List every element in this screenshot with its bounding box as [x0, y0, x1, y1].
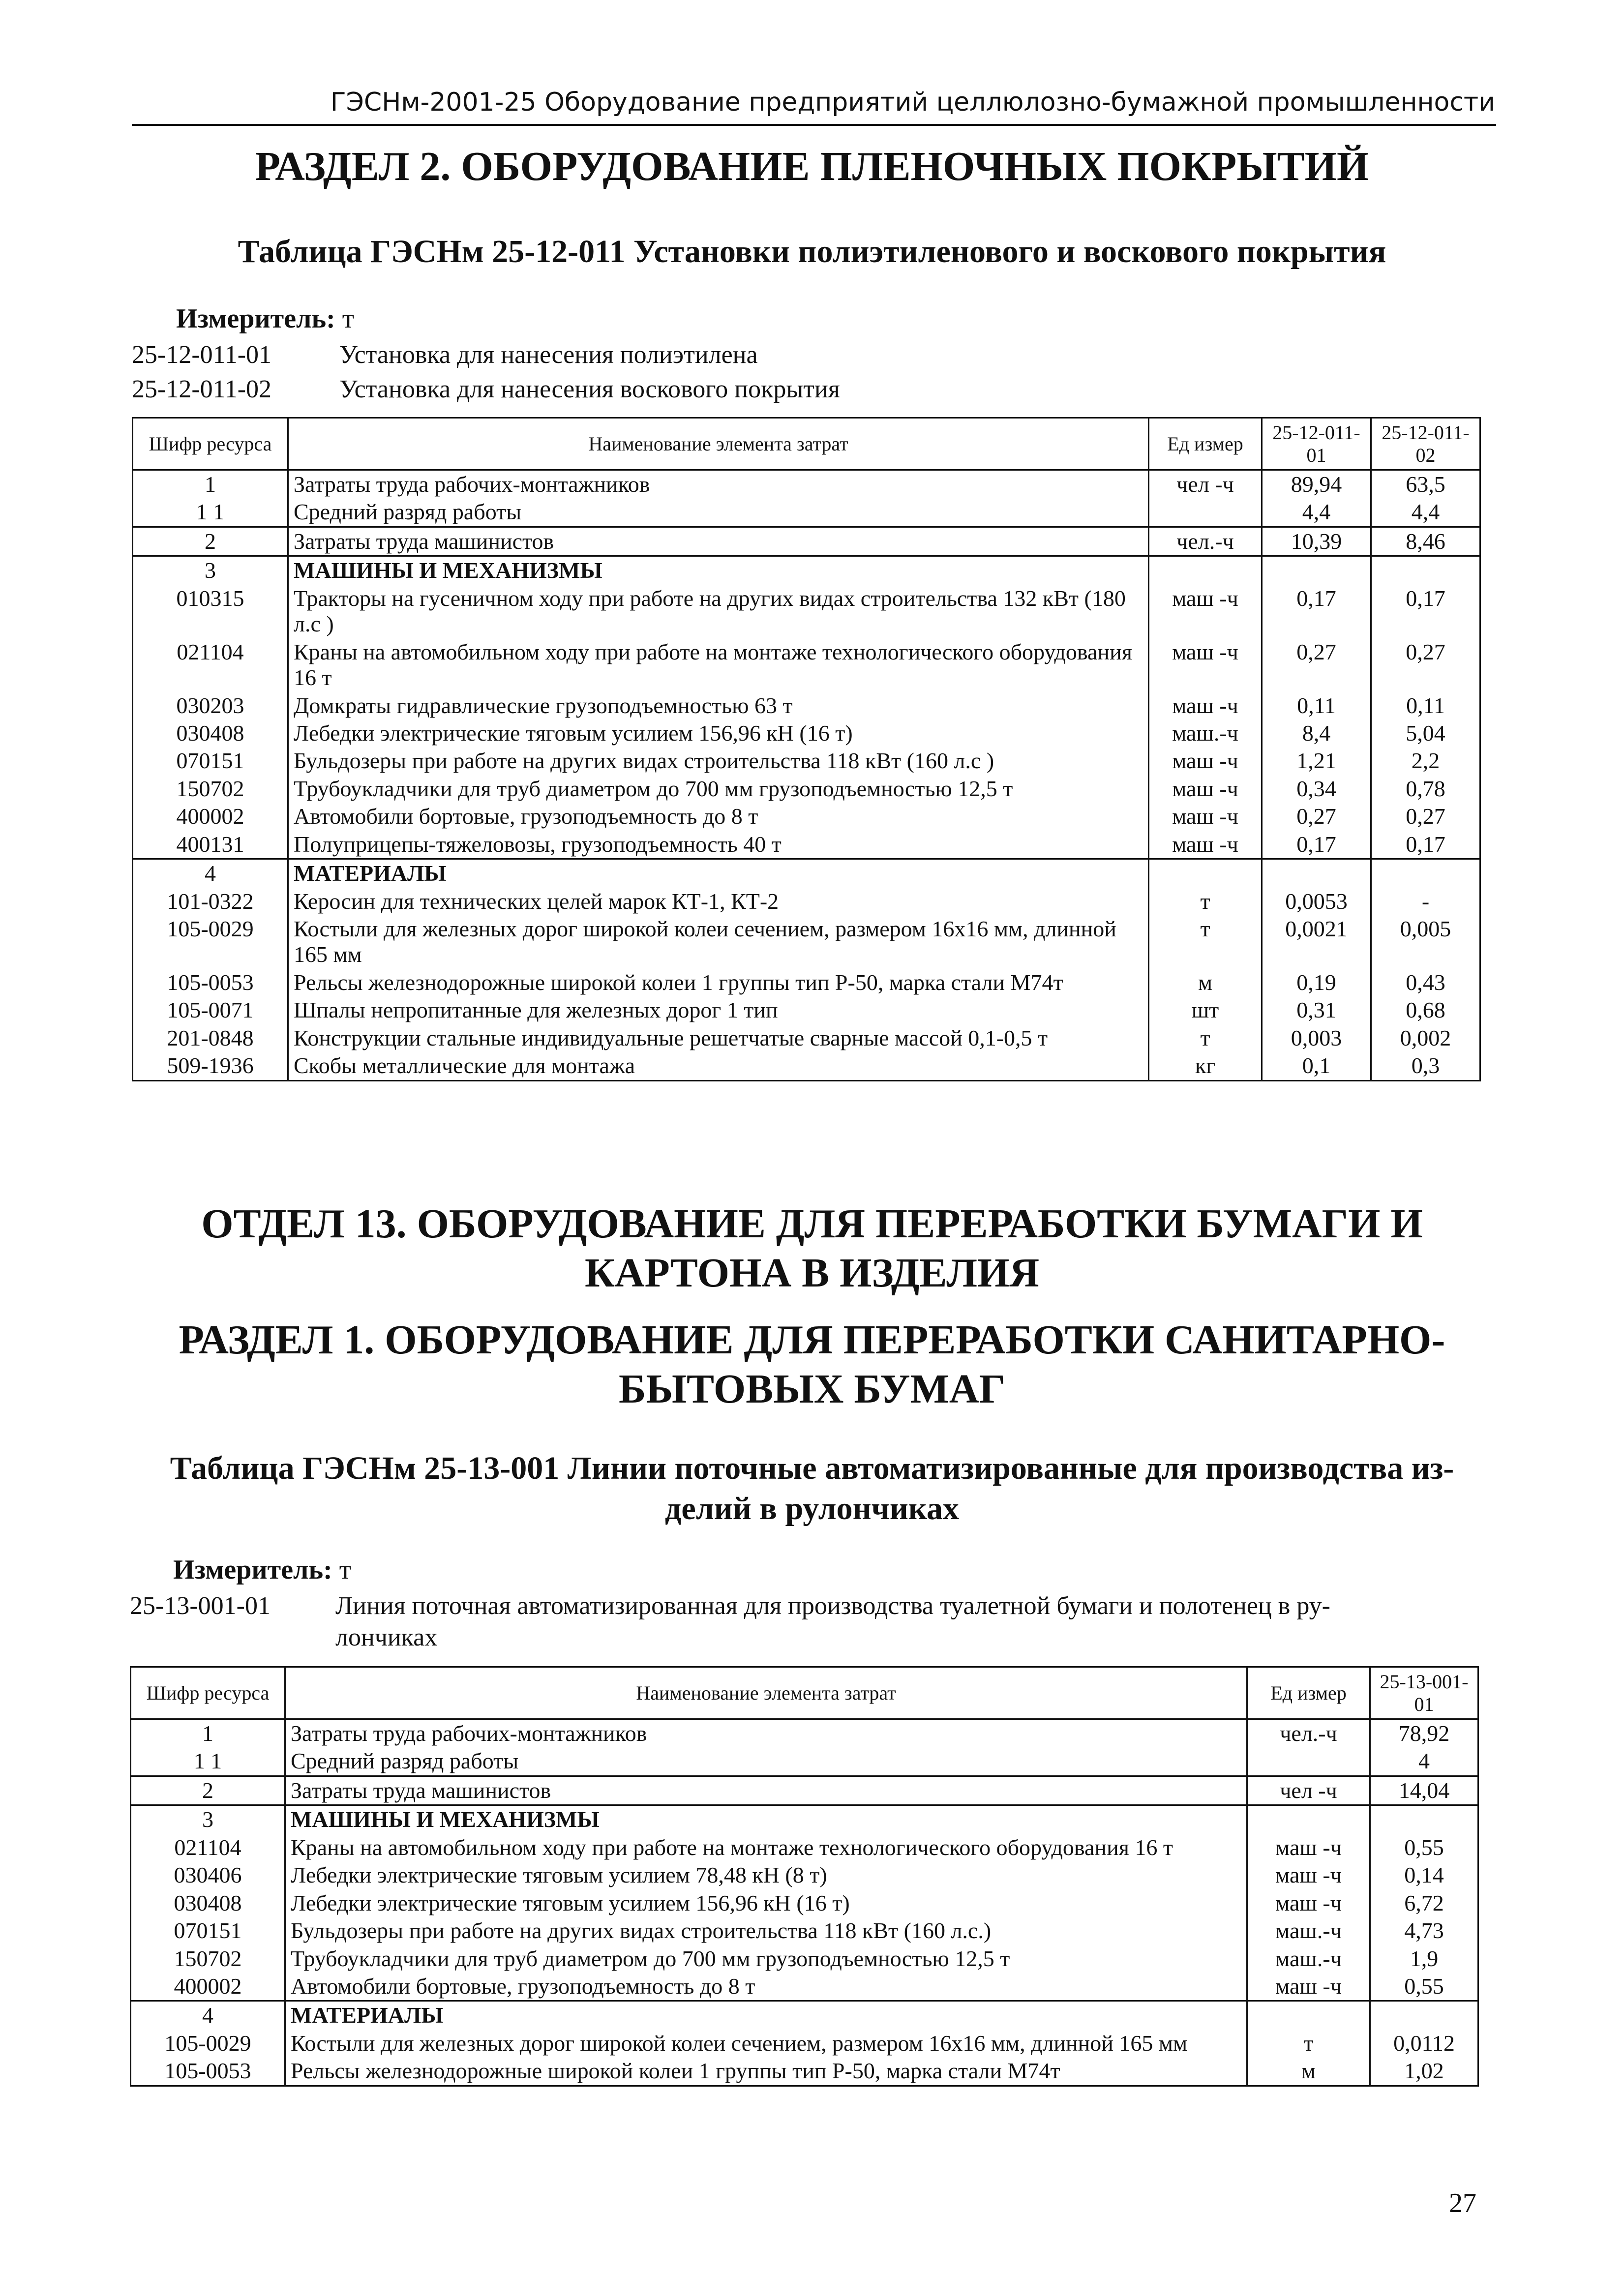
cell-norm-2: 0,11 — [1371, 692, 1480, 719]
col-header-name: Наименование элемента затрат — [285, 1667, 1247, 1719]
table-row — [131, 1889, 1478, 1917]
cell-norm-2: 0,43 — [1371, 969, 1480, 996]
cell-unit: маш -ч — [1149, 775, 1262, 803]
cell-code: 030406 — [131, 1861, 285, 1889]
cell-code: 070151 — [131, 1917, 285, 1945]
table-row — [133, 498, 1480, 527]
cell-name: Затраты труда машинистов — [288, 527, 1149, 556]
cell-unit — [1247, 2001, 1370, 2030]
col-header-code: Шифр ресурса — [131, 1667, 285, 1719]
cell-name: Конструкции стальные индивидуальные решетчатые сварные массой 0,1-0,5 т — [288, 1024, 1149, 1052]
cell-norm-2: 4,4 — [1371, 498, 1480, 527]
table-2-title-line-2: делий в рулончиках — [665, 1491, 959, 1526]
cell-name: Затраты труда рабочих-монтажников — [285, 1719, 1247, 1748]
cell-unit: маш.-ч — [1149, 719, 1262, 747]
cell-code: 101-0322 — [133, 888, 288, 915]
table-row — [133, 470, 1480, 499]
table-2-title-line-1: Таблица ГЭСНм 25-13-001 Линии поточные автоматизированные для производства из- — [170, 1450, 1454, 1486]
cell-code: 030408 — [133, 719, 288, 747]
cell-name: Краны на автомобильном ходу при работе на монтаже технологического оборудования 16 т — [288, 638, 1149, 692]
cell-unit: маш.-ч — [1247, 1917, 1370, 1945]
cell-unit — [1247, 1747, 1370, 1776]
cell-norm-1: 0,0021 — [1262, 915, 1371, 969]
table-1-desc-2: Установка для нанесения воскового покрытия — [339, 375, 840, 403]
cell-name: Краны на автомобильном ходу при работе на монтаже технологического оборудования 16 т — [285, 1834, 1247, 1861]
cell-norm-2: 0,3 — [1371, 1052, 1480, 1080]
cell-code: 2 — [133, 527, 288, 556]
cell-unit: чел -ч — [1247, 1776, 1370, 1805]
table-row — [131, 1834, 1478, 1861]
cell-code: 3 — [131, 1805, 285, 1834]
cell-name: Затраты труда машинистов — [285, 1776, 1247, 1805]
cell-code: 150702 — [131, 1945, 285, 1973]
table-row — [133, 719, 1480, 747]
table-1-code-2: 25-12-011-02 — [132, 375, 272, 403]
cell-norm-2: 0,68 — [1371, 996, 1480, 1024]
table-1-desc-1: Установка для нанесения полиэтилена — [339, 341, 758, 369]
cell-name: Рельсы железнодорожные широкой колеи 1 группы тип Р-50, марка стали М74т — [288, 969, 1149, 996]
cell-norm-2: 63,5 — [1371, 470, 1480, 499]
table-row — [133, 888, 1480, 915]
cell-unit: маш -ч — [1247, 1973, 1370, 2001]
col-header-norm-1: 25-13-001-01 — [1370, 1667, 1478, 1719]
cell-code: 1 1 — [131, 1747, 285, 1776]
cell-norm-1: 4,73 — [1370, 1917, 1478, 1945]
cell-code: 105-0071 — [133, 996, 288, 1024]
cell-name: Керосин для технических целей марок КТ-1, КТ-2 — [288, 888, 1149, 915]
cell-code: 400131 — [133, 831, 288, 859]
cell-name: Полуприцепы-тяжеловозы, грузоподъемность 40 т — [288, 831, 1149, 859]
cell-unit: маш.-ч — [1247, 1945, 1370, 1973]
cell-unit: маш -ч — [1247, 1861, 1370, 1889]
col-header-norm-1: 25-12-011-01 — [1262, 418, 1371, 470]
col-header-norm-2: 25-12-011-02 — [1371, 418, 1480, 470]
cell-name: МАТЕРИАЛЫ — [285, 2001, 1247, 2030]
cell-name: МАТЕРИАЛЫ — [288, 859, 1149, 888]
cell-norm-1: 0,1 — [1262, 1052, 1371, 1080]
table-row — [133, 692, 1480, 719]
cell-name: Лебедки электрические тяговым усилием 156,96 кН (16 т) — [288, 719, 1149, 747]
cell-norm-2: 8,46 — [1371, 527, 1480, 556]
meter-unit: т — [342, 303, 355, 334]
resource-table-1 — [132, 417, 1481, 1081]
cell-norm-2 — [1371, 556, 1480, 585]
cell-norm-2: 5,04 — [1371, 719, 1480, 747]
cell-norm-1: 0,0053 — [1262, 888, 1371, 915]
table-row — [133, 747, 1480, 775]
cell-unit: чел -ч — [1149, 470, 1262, 499]
cell-name: Автомобили бортовые, грузоподъемность до 8 т — [285, 1973, 1247, 2001]
table-row — [131, 1747, 1478, 1776]
cell-norm-1: 0,55 — [1370, 1834, 1478, 1861]
cell-unit — [1149, 556, 1262, 585]
cell-name: Трубоукладчики для труб диаметром до 700 мм грузоподъемностью 12,5 т — [288, 775, 1149, 803]
cell-norm-1: 78,92 — [1370, 1719, 1478, 1748]
cell-unit: т — [1149, 888, 1262, 915]
cell-norm-1 — [1370, 2001, 1478, 2030]
section-1-title-line-1: РАЗДЕЛ 1. ОБОРУДОВАНИЕ ДЛЯ ПЕРЕРАБОТКИ САНИТАРНО- — [179, 1317, 1445, 1363]
cell-code: 021104 — [133, 638, 288, 692]
cell-name: Бульдозеры при работе на других видах строительства 118 кВт (160 л.с ) — [288, 747, 1149, 775]
running-header: ГЭСНм-2001-25 Оборудование предприятий целлюлозно-бумажной промышленности — [330, 88, 1495, 117]
table-row — [133, 556, 1480, 585]
table-row — [131, 1945, 1478, 1973]
table-row — [133, 775, 1480, 803]
table-row — [131, 2057, 1478, 2086]
table-row — [131, 1719, 1478, 1748]
col-header-code: Шифр ресурса — [133, 418, 288, 470]
cell-unit: маш -ч — [1149, 747, 1262, 775]
table-row — [133, 969, 1480, 996]
cell-norm-1 — [1262, 556, 1371, 585]
resource-table-2 — [130, 1666, 1479, 2087]
cell-norm-1: 0,19 — [1262, 969, 1371, 996]
cell-norm-2: 0,17 — [1371, 831, 1480, 859]
cell-code: 400002 — [131, 1973, 285, 2001]
cell-unit — [1149, 498, 1262, 527]
cell-unit: чел.-ч — [1149, 527, 1262, 556]
cell-norm-1: 0,11 — [1262, 692, 1371, 719]
cell-name: Средний разряд работы — [288, 498, 1149, 527]
cell-code: 3 — [133, 556, 288, 585]
table-row — [131, 1861, 1478, 1889]
table-row — [133, 915, 1480, 969]
department-13-title-line-2: КАРТОНА В ИЗДЕЛИЯ — [584, 1250, 1040, 1296]
table-row — [133, 859, 1480, 888]
col-header-name: Наименование элемента затрат — [288, 418, 1149, 470]
cell-norm-1 — [1370, 1805, 1478, 1834]
cell-name: Бульдозеры при работе на других видах строительства 118 кВт (160 л.с.) — [285, 1917, 1247, 1945]
cell-norm-1: 0,27 — [1262, 638, 1371, 692]
cell-name: Рельсы железнодорожные широкой колеи 1 группы тип Р-50, марка стали М74т — [285, 2057, 1247, 2086]
section-1-title-line-2: БЫТОВЫХ БУМАГ — [618, 1366, 1006, 1412]
cell-name: Тракторы на гусеничном ходу при работе на других видах строительства 132 кВт (180 л.с ) — [288, 585, 1149, 638]
cell-norm-1: 1,9 — [1370, 1945, 1478, 1973]
cell-norm-1: 0,0112 — [1370, 2030, 1478, 2057]
table-row — [133, 1052, 1480, 1080]
table-1-meter — [176, 303, 354, 334]
cell-norm-1 — [1262, 859, 1371, 888]
meter-label: Измеритель: — [176, 303, 335, 334]
cell-code: 1 — [133, 470, 288, 499]
cell-code: 105-0029 — [131, 2030, 285, 2057]
cell-norm-2: 0,005 — [1371, 915, 1480, 969]
cell-norm-1: 10,39 — [1262, 527, 1371, 556]
table-row — [133, 1024, 1480, 1052]
cell-unit: маш -ч — [1149, 638, 1262, 692]
cell-norm-2: 0,002 — [1371, 1024, 1480, 1052]
cell-name: Костыли для железных дорог широкой колеи сечением, размером 16x16 мм, длинной 165 мм — [288, 915, 1149, 969]
cell-code: 105-0029 — [133, 915, 288, 969]
cell-code: 150702 — [133, 775, 288, 803]
cell-unit: маш -ч — [1149, 803, 1262, 830]
cell-norm-1: 1,21 — [1262, 747, 1371, 775]
cell-norm-1: 89,94 — [1262, 470, 1371, 499]
cell-unit: маш -ч — [1149, 692, 1262, 719]
col-header-unit: Ед измер — [1247, 1667, 1370, 1719]
table-row — [133, 638, 1480, 692]
table-row — [131, 2001, 1478, 2030]
cell-unit: чел.-ч — [1247, 1719, 1370, 1748]
table-2-desc-line-1: Линия поточная автоматизированная для производства туалетной бумаги и полотенец в ру- — [335, 1592, 1330, 1620]
table-2-code: 25-13-001-01 — [130, 1592, 271, 1620]
cell-norm-1: 0,27 — [1262, 803, 1371, 830]
cell-unit: маш -ч — [1149, 585, 1262, 638]
table-row — [133, 996, 1480, 1024]
table-row — [133, 527, 1480, 556]
cell-code: 105-0053 — [133, 969, 288, 996]
cell-code: 4 — [133, 859, 288, 888]
cell-norm-2: 0,17 — [1371, 585, 1480, 638]
header-rule — [132, 124, 1496, 126]
cell-norm-1: 6,72 — [1370, 1889, 1478, 1917]
table-row — [131, 2030, 1478, 2057]
cell-code: 2 — [131, 1776, 285, 1805]
cell-name: Трубоукладчики для труб диаметром до 700 мм грузоподъемностью 12,5 т — [285, 1945, 1247, 1973]
table-1-title: Таблица ГЭСНм 25-12-011 Установки полиэтиленового и воскового покрытия — [238, 234, 1386, 269]
table-2-meter — [173, 1554, 351, 1586]
cell-name: МАШИНЫ И МЕХАНИЗМЫ — [288, 556, 1149, 585]
cell-code: 010315 — [133, 585, 288, 638]
cell-unit — [1247, 1805, 1370, 1834]
cell-unit: кг — [1149, 1052, 1262, 1080]
cell-norm-1: 1,02 — [1370, 2057, 1478, 2086]
cell-name: Домкраты гидравлические грузоподъемностью 63 т — [288, 692, 1149, 719]
table-row — [131, 1973, 1478, 2001]
meter-label: Измеритель: — [173, 1555, 332, 1585]
cell-code: 021104 — [131, 1834, 285, 1861]
cell-code: 070151 — [133, 747, 288, 775]
table-2-desc-line-2: лончиках — [335, 1623, 438, 1651]
cell-norm-1: 0,55 — [1370, 1973, 1478, 2001]
cell-name: Шпалы непропитанные для железных дорог 1 тип — [288, 996, 1149, 1024]
cell-unit: маш -ч — [1247, 1889, 1370, 1917]
cell-norm-2: - — [1371, 888, 1480, 915]
cell-name: Лебедки электрические тяговым усилием 156,96 кН (16 т) — [285, 1889, 1247, 1917]
cell-unit: т — [1149, 915, 1262, 969]
cell-code: 1 — [131, 1719, 285, 1748]
cell-norm-1: 4 — [1370, 1747, 1478, 1776]
cell-code: 509-1936 — [133, 1052, 288, 1080]
cell-unit — [1149, 859, 1262, 888]
cell-norm-1: 0,17 — [1262, 585, 1371, 638]
cell-norm-1: 14,04 — [1370, 1776, 1478, 1805]
col-header-unit: Ед измер — [1149, 418, 1262, 470]
department-13-title-line-1: ОТДЕЛ 13. ОБОРУДОВАНИЕ ДЛЯ ПЕРЕРАБОТКИ БУМАГИ И — [201, 1201, 1423, 1247]
table-row — [133, 585, 1480, 638]
cell-unit: шт — [1149, 996, 1262, 1024]
cell-code: 030408 — [131, 1889, 285, 1917]
cell-code: 1 1 — [133, 498, 288, 527]
cell-norm-1: 4,4 — [1262, 498, 1371, 527]
cell-name: Скобы металлические для монтажа — [288, 1052, 1149, 1080]
cell-code: 030203 — [133, 692, 288, 719]
cell-name: Автомобили бортовые, грузоподъемность до 8 т — [288, 803, 1149, 830]
cell-norm-2: 0,27 — [1371, 638, 1480, 692]
cell-unit: м — [1149, 969, 1262, 996]
table-row — [131, 1776, 1478, 1805]
cell-norm-2: 2,2 — [1371, 747, 1480, 775]
cell-norm-2 — [1371, 859, 1480, 888]
cell-code: 400002 — [133, 803, 288, 830]
cell-code: 201-0848 — [133, 1024, 288, 1052]
cell-name: МАШИНЫ И МЕХАНИЗМЫ — [285, 1805, 1247, 1834]
cell-name: Костыли для железных дорог широкой колеи сечением, размером 16x16 мм, длинной 165 мм — [285, 2030, 1247, 2057]
page-number: 27 — [1449, 2188, 1476, 2218]
table-1-code-1: 25-12-011-01 — [132, 341, 272, 369]
cell-unit: т — [1149, 1024, 1262, 1052]
cell-code: 4 — [131, 2001, 285, 2030]
section-2-title: РАЗДЕЛ 2. ОБОРУДОВАНИЕ ПЛЕНОЧНЫХ ПОКРЫТИЙ — [255, 144, 1369, 189]
cell-unit: м — [1247, 2057, 1370, 2086]
cell-name: Средний разряд работы — [285, 1747, 1247, 1776]
cell-unit: маш -ч — [1247, 1834, 1370, 1861]
table-row — [133, 831, 1480, 859]
table-row — [133, 803, 1480, 830]
meter-unit: т — [339, 1555, 352, 1585]
cell-name: Затраты труда рабочих-монтажников — [288, 470, 1149, 499]
table-row — [131, 1805, 1478, 1834]
cell-name: Лебедки электрические тяговым усилием 78,48 кН (8 т) — [285, 1861, 1247, 1889]
cell-norm-1: 0,17 — [1262, 831, 1371, 859]
cell-norm-2: 0,78 — [1371, 775, 1480, 803]
cell-norm-1: 0,003 — [1262, 1024, 1371, 1052]
cell-code: 105-0053 — [131, 2057, 285, 2086]
cell-unit: маш -ч — [1149, 831, 1262, 859]
cell-norm-1: 8,4 — [1262, 719, 1371, 747]
table-row — [131, 1917, 1478, 1945]
cell-norm-1: 0,34 — [1262, 775, 1371, 803]
cell-norm-1: 0,31 — [1262, 996, 1371, 1024]
cell-unit: т — [1247, 2030, 1370, 2057]
cell-norm-2: 0,27 — [1371, 803, 1480, 830]
cell-norm-1: 0,14 — [1370, 1861, 1478, 1889]
